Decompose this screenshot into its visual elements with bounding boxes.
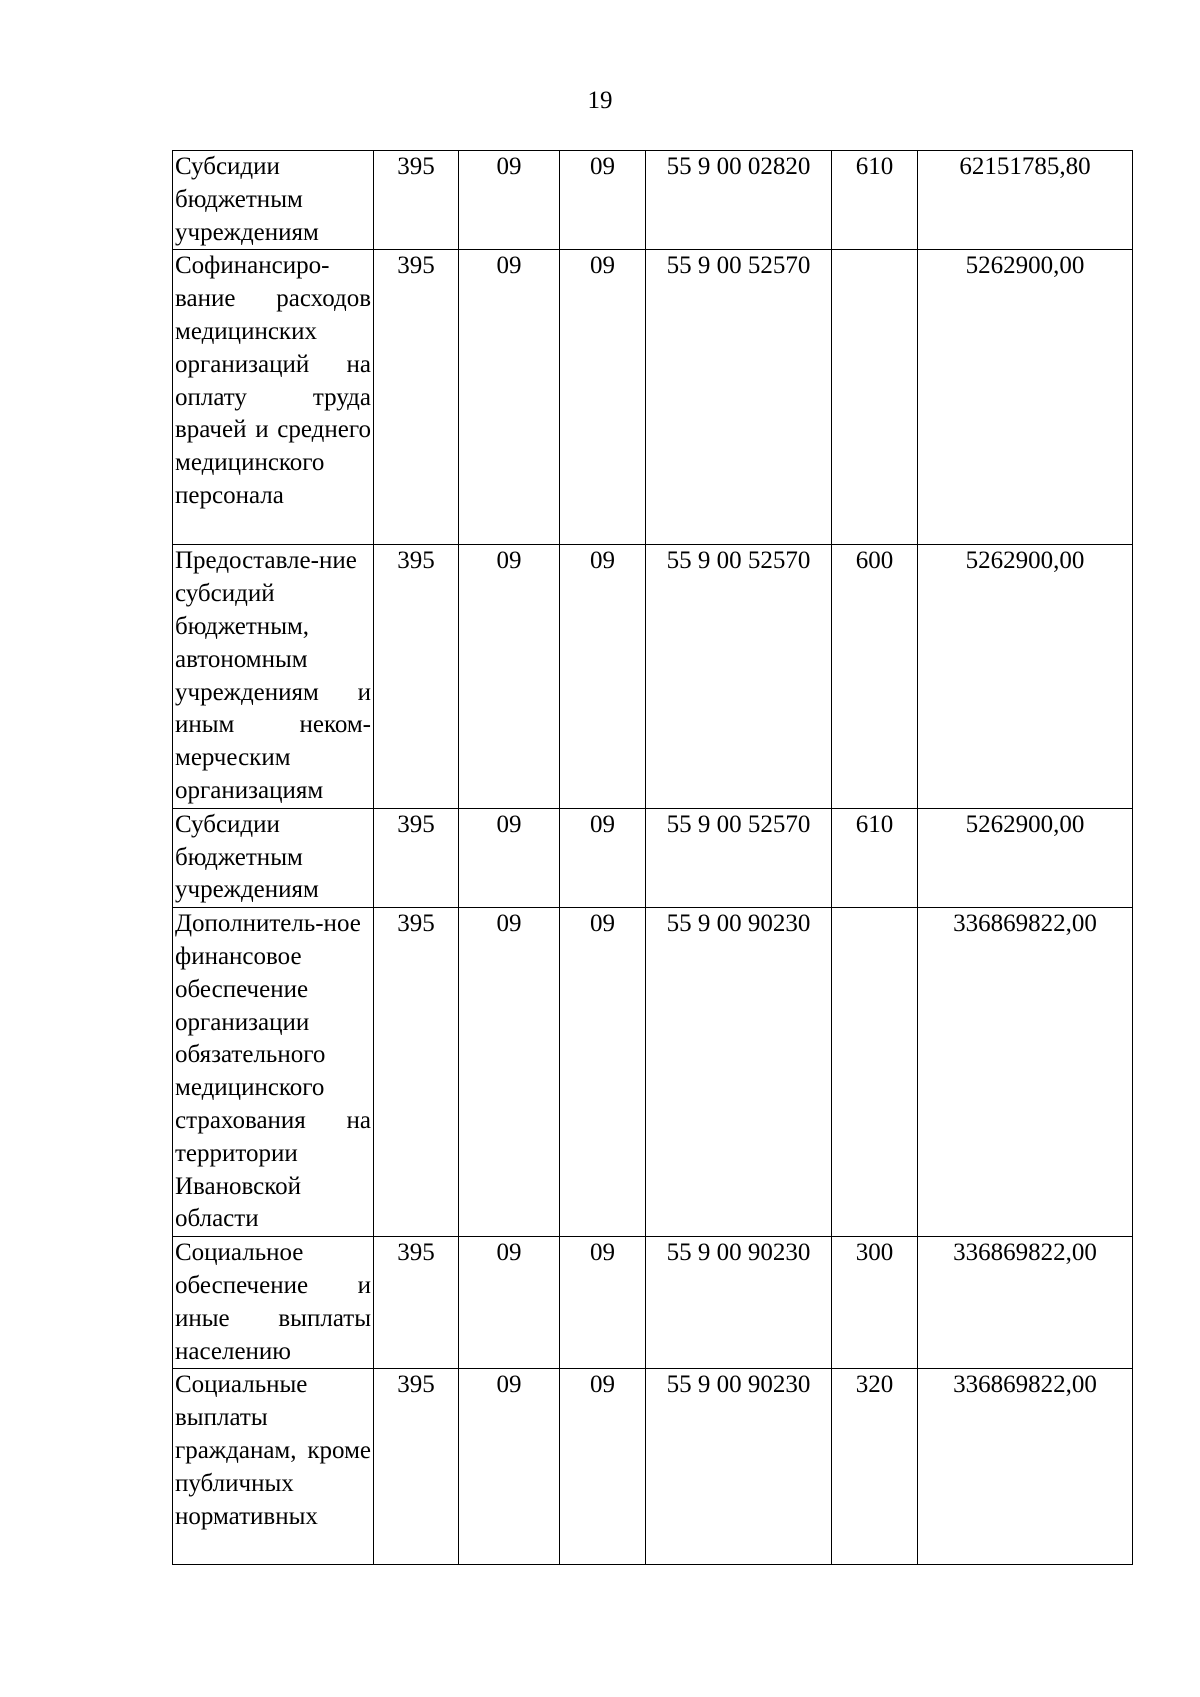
section-code-cell: 09 xyxy=(459,808,560,907)
section-code-cell: 09 xyxy=(459,908,560,1237)
row-name-cell: Социальное обеспечение и иные выплаты населению xyxy=(173,1237,374,1369)
expense-type-cell: 320 xyxy=(832,1369,918,1565)
table-row xyxy=(173,908,1133,1237)
table-row xyxy=(173,1237,1133,1369)
row-name-cell: Социальные выплаты гражданам, кроме публичных нормативных xyxy=(173,1369,374,1565)
target-article-cell: 55 9 00 90230 xyxy=(646,1369,832,1565)
row-name-cell: Предоставле-ние субсидий бюджетным, автономным учреждениям и иным неком-мерческим организациям xyxy=(173,545,374,808)
ministry-code-cell: 395 xyxy=(374,808,459,907)
section-code-cell: 09 xyxy=(459,1237,560,1369)
table-row xyxy=(173,808,1133,907)
target-article-cell: 55 9 00 52570 xyxy=(646,250,832,545)
expense-type-cell xyxy=(832,250,918,545)
expense-type-cell: 600 xyxy=(832,545,918,808)
ministry-code-cell: 395 xyxy=(374,1369,459,1565)
target-article-cell: 55 9 00 90230 xyxy=(646,1237,832,1369)
subsection-code-cell: 09 xyxy=(560,908,646,1237)
expense-type-cell xyxy=(832,908,918,1237)
amount-cell: 336869822,00 xyxy=(918,1369,1133,1565)
table-row xyxy=(173,545,1133,808)
amount-cell: 336869822,00 xyxy=(918,1237,1133,1369)
subsection-code-cell: 09 xyxy=(560,1369,646,1565)
section-code-cell: 09 xyxy=(459,250,560,545)
subsection-code-cell: 09 xyxy=(560,808,646,907)
row-name-cell: Субсидии бюджетным учреждениям xyxy=(173,808,374,907)
amount-cell: 336869822,00 xyxy=(918,908,1133,1237)
section-code-cell: 09 xyxy=(459,1369,560,1565)
subsection-code-cell: 09 xyxy=(560,151,646,250)
row-name-cell: Софинансиро-вание расходов медицинских организаций на оплату труда врачей и среднего медицинского персонала xyxy=(173,250,374,545)
amount-cell: 62151785,80 xyxy=(918,151,1133,250)
ministry-code-cell: 395 xyxy=(374,151,459,250)
page-number: 19 xyxy=(587,87,613,114)
ministry-code-cell: 395 xyxy=(374,1237,459,1369)
expense-type-cell: 300 xyxy=(832,1237,918,1369)
ministry-code-cell: 395 xyxy=(374,908,459,1237)
section-code-cell: 09 xyxy=(459,151,560,250)
expense-type-cell: 610 xyxy=(832,151,918,250)
subsection-code-cell: 09 xyxy=(560,1237,646,1369)
target-article-cell: 55 9 00 52570 xyxy=(646,808,832,907)
table-row xyxy=(173,1369,1133,1565)
target-article-cell: 55 9 00 52570 xyxy=(646,545,832,808)
expense-type-cell: 610 xyxy=(832,808,918,907)
ministry-code-cell: 395 xyxy=(374,250,459,545)
target-article-cell: 55 9 00 90230 xyxy=(646,908,832,1237)
amount-cell: 5262900,00 xyxy=(918,250,1133,545)
section-code-cell: 09 xyxy=(459,545,560,808)
subsection-code-cell: 09 xyxy=(560,545,646,808)
table-row xyxy=(173,250,1133,545)
row-name-cell: Дополнитель-ное финансовое обеспечение организации обязательного медицинского страхования на территории Ивановской области xyxy=(173,908,374,1237)
amount-cell: 5262900,00 xyxy=(918,808,1133,907)
subsection-code-cell: 09 xyxy=(560,250,646,545)
row-name-cell: Субсидии бюджетным учреждениям xyxy=(173,151,374,250)
amount-cell: 5262900,00 xyxy=(918,545,1133,808)
budget-table xyxy=(172,150,1133,1565)
target-article-cell: 55 9 00 02820 xyxy=(646,151,832,250)
ministry-code-cell: 395 xyxy=(374,545,459,808)
table-row xyxy=(173,151,1133,250)
